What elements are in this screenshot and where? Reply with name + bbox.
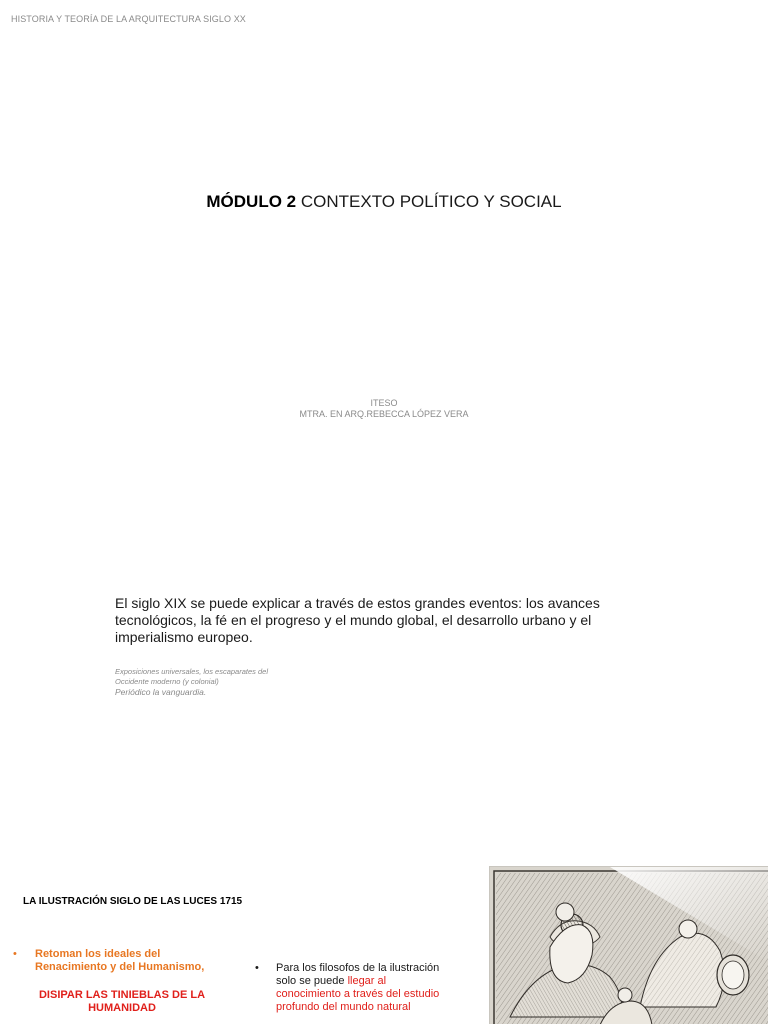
bullet-line: Renacimiento y del Humanismo, [35, 961, 205, 973]
course-header: HISTORIA Y TEORÍA DE LA ARQUITECTURA SIGLO XX [11, 14, 246, 24]
intro-notes [115, 667, 375, 697]
institution-block [0, 398, 768, 420]
intro-paragraph: El siglo XIX se puede explicar a través de estos grandes eventos: los avances tecnológicos, la fé en el progreso y el mundo global, el desarrollo urbano y el imperialismo europeo. [115, 595, 600, 645]
bullet-highlight-text: profundo del mundo natural [276, 1001, 411, 1013]
bullet-icon: • [255, 962, 259, 974]
author-name: MTRA. EN ARQ.REBECCA LÓPEZ VERA [299, 409, 469, 419]
bullet-highlight-text: llegar al [347, 975, 387, 987]
list-item [13, 948, 228, 974]
list-item [255, 962, 470, 1014]
note-line: Exposiciones universales, los escaparates del [115, 667, 268, 676]
module-title [0, 192, 768, 212]
module-subtitle: CONTEXTO POLÍTICO Y SOCIAL [300, 192, 562, 211]
institution-name: ITESO [370, 398, 398, 408]
bullet-highlight-text: conocimiento a través del estudio [276, 988, 440, 1000]
note-line: Periódico la vanguardia. [115, 687, 207, 697]
bullet-line [276, 975, 470, 988]
module-label: MÓDULO 2 [206, 192, 297, 211]
bullet-icon: • [13, 948, 17, 960]
dispel-line: HUMANIDAD [88, 1002, 156, 1014]
engraving-image [489, 866, 768, 1024]
dispel-line: DISIPAR LAS TINIEBLAS DE LA [38, 989, 206, 1001]
bullet-text [35, 948, 228, 974]
engraving-illustration [490, 867, 768, 1024]
bullet-text [276, 962, 470, 1014]
dispel-statement [27, 989, 217, 1015]
note-line: Occidente moderno (y colonial) [115, 677, 219, 686]
bullet-line: Para los filosofos de la ilustración [276, 962, 440, 974]
bullet-plain-text: solo se puede [276, 975, 345, 987]
section-heading: LA ILUSTRACIÓN SIGLO DE LAS LUCES 1715 [23, 896, 243, 907]
bullet-line: Retoman los ideales del [35, 948, 161, 960]
